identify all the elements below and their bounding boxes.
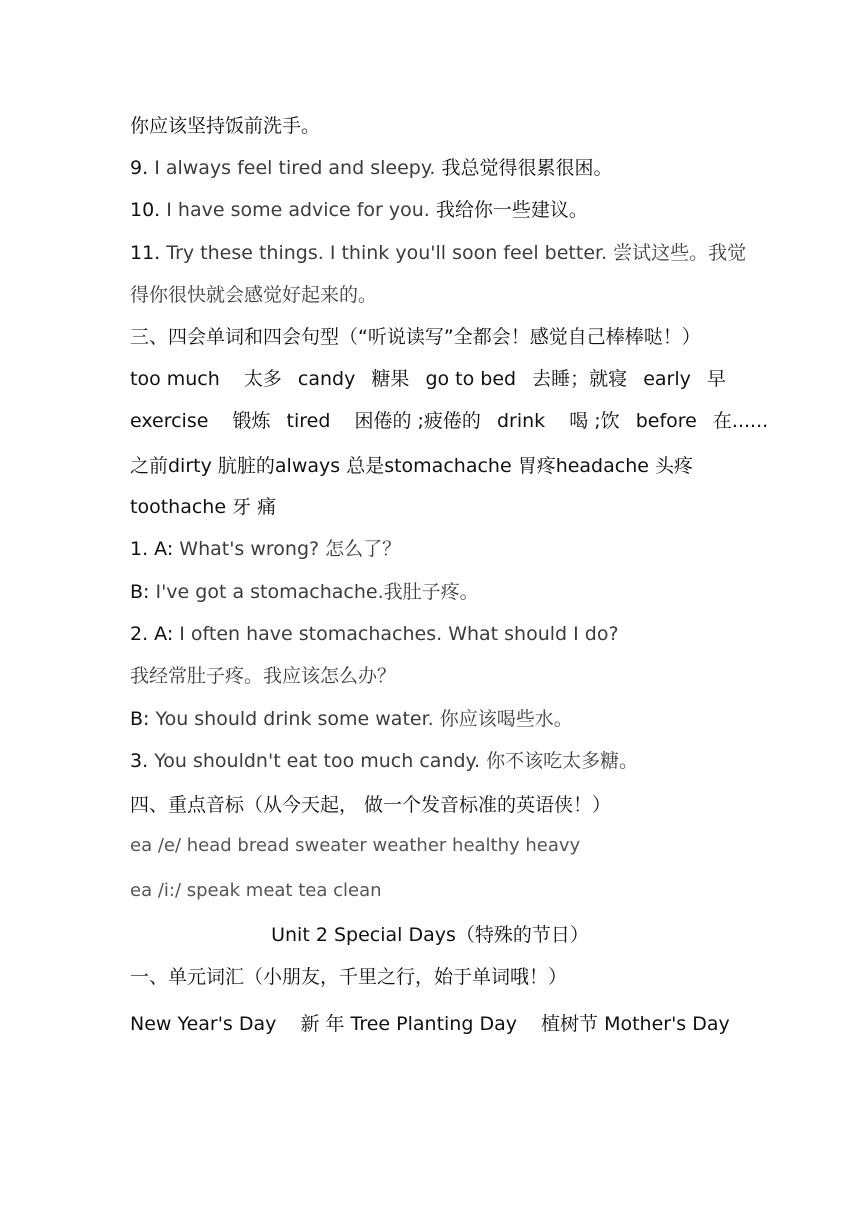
section-4-heading bbox=[130, 792, 611, 818]
english-text: I've got a stomachache. bbox=[155, 581, 384, 603]
speaker-label: B: bbox=[130, 581, 150, 603]
sentence-11-continued bbox=[130, 282, 377, 308]
unit-2-section-1-heading bbox=[130, 964, 567, 990]
unit-2-title bbox=[0, 922, 860, 948]
vocab-word: tired bbox=[286, 410, 331, 432]
phonics-line-2 bbox=[130, 878, 382, 904]
english-text: I always feel tired and sleepy. bbox=[154, 157, 436, 179]
vocab-word: candy bbox=[297, 368, 356, 390]
vocab-word: 总是stomachache bbox=[346, 455, 512, 477]
vocab-meaning: 困倦的 ;疲倦的 bbox=[354, 410, 481, 432]
vocab-word: too much bbox=[130, 368, 220, 390]
sentence-8-continued bbox=[130, 113, 320, 139]
chinese-text: 我经常肚子疼。我应该怎么办？ bbox=[130, 665, 397, 687]
vocab-word: early bbox=[643, 368, 691, 390]
vocab-line-2 bbox=[130, 408, 768, 434]
vocab-line-3 bbox=[130, 453, 693, 479]
chinese-text: 你应该喝些水。 bbox=[439, 708, 573, 730]
sentence-10 bbox=[130, 197, 588, 223]
english-text: I often have stomachaches. What should I do? bbox=[179, 623, 619, 645]
speaker-label: B: bbox=[130, 708, 150, 730]
vocab-meaning: 太多 bbox=[243, 368, 282, 390]
vocab-line-4 bbox=[130, 494, 276, 520]
title-text: Unit 2 Special Days（特殊的节日） bbox=[271, 924, 589, 946]
chinese-text: 我肚子疼。 bbox=[383, 581, 479, 603]
sentence-3 bbox=[130, 748, 638, 774]
english-text: Try these things. I think you'll soon feel better. bbox=[166, 242, 608, 264]
phonics-text: ea /i:/ speak meat tea clean bbox=[130, 880, 382, 901]
sentence-11 bbox=[130, 240, 746, 266]
vocab-line-1 bbox=[130, 366, 726, 392]
sentence-9 bbox=[130, 155, 612, 181]
dialogue-2-b bbox=[130, 706, 573, 732]
item-number: 3. bbox=[130, 750, 149, 772]
unit-2-vocab-line-1 bbox=[130, 1011, 730, 1037]
phonics-text: ea /e/ head bread sweater weather healthy heavy bbox=[130, 835, 581, 856]
heading-text: 四、重点音标（从今天起， 做一个发音标准的英语侠！） bbox=[130, 794, 612, 816]
item-number: 9. bbox=[130, 157, 149, 179]
vocab-meaning: 头疼 bbox=[655, 455, 694, 477]
vocab-word: New Year's Day bbox=[130, 1013, 277, 1035]
english-text: You shouldn't eat too much candy. bbox=[154, 750, 481, 772]
vocab-meaning: 在...... bbox=[712, 410, 769, 432]
dialogue-2-a bbox=[130, 621, 619, 647]
heading-text: 三、四会单词和四会句型（“听说读写”全都会！感觉自己棒棒哒！） bbox=[130, 326, 701, 348]
item-number: 11. bbox=[130, 242, 161, 264]
vocab-word: toothache 牙 痛 bbox=[130, 496, 277, 518]
vocab-meaning: 糖果 bbox=[371, 368, 410, 390]
dialogue-2-a-translation bbox=[130, 663, 396, 689]
vocab-word: exercise bbox=[130, 410, 209, 432]
speaker-label: 1. A: bbox=[130, 538, 174, 560]
vocab-meaning: 植树节 bbox=[541, 1013, 599, 1035]
chinese-text: 你不该吃太多糖。 bbox=[486, 750, 639, 772]
chinese-text: 怎么了？ bbox=[325, 538, 402, 560]
speaker-label: 2. A: bbox=[130, 623, 174, 645]
vocab-word: 肮脏的always bbox=[217, 455, 341, 477]
vocab-word: Mother's Day bbox=[604, 1013, 730, 1035]
vocab-word: 之前dirty bbox=[130, 455, 212, 477]
text: 得你很快就会感觉好起来的。 bbox=[130, 284, 378, 306]
vocab-meaning: 去睡；就寝 bbox=[532, 368, 628, 390]
vocab-meaning: 喝 ;饮 bbox=[569, 410, 620, 432]
vocab-word: Tree Planting Day bbox=[350, 1013, 517, 1035]
dialogue-1-a bbox=[130, 536, 401, 562]
vocab-word: before bbox=[635, 410, 697, 432]
chinese-text: 尝试这些。我觉 bbox=[613, 242, 747, 264]
chinese-text: 我总觉得很累很困。 bbox=[441, 157, 613, 179]
vocab-word: go to bed bbox=[425, 368, 517, 390]
vocab-meaning: 早 bbox=[706, 368, 726, 390]
vocab-word: drink bbox=[496, 410, 546, 432]
dialogue-1-b bbox=[130, 579, 479, 605]
chinese-text: 我给你一些建议。 bbox=[435, 199, 588, 221]
item-number: 10. bbox=[130, 199, 161, 221]
vocab-meaning: 新 年 bbox=[300, 1013, 345, 1035]
phonics-line-1 bbox=[130, 833, 580, 859]
section-3-heading bbox=[130, 324, 701, 350]
english-text: You should drink some water. bbox=[155, 708, 434, 730]
text: 你应该坚持饭前洗手。 bbox=[130, 115, 321, 137]
english-text: What's wrong? bbox=[179, 538, 320, 560]
vocab-word: 胃疼headache bbox=[517, 455, 649, 477]
english-text: I have some advice for you. bbox=[166, 199, 430, 221]
heading-text: 一、单元词汇（小朋友，千里之行，始于单词哦！） bbox=[130, 966, 568, 988]
vocab-meaning: 锻炼 bbox=[232, 410, 271, 432]
